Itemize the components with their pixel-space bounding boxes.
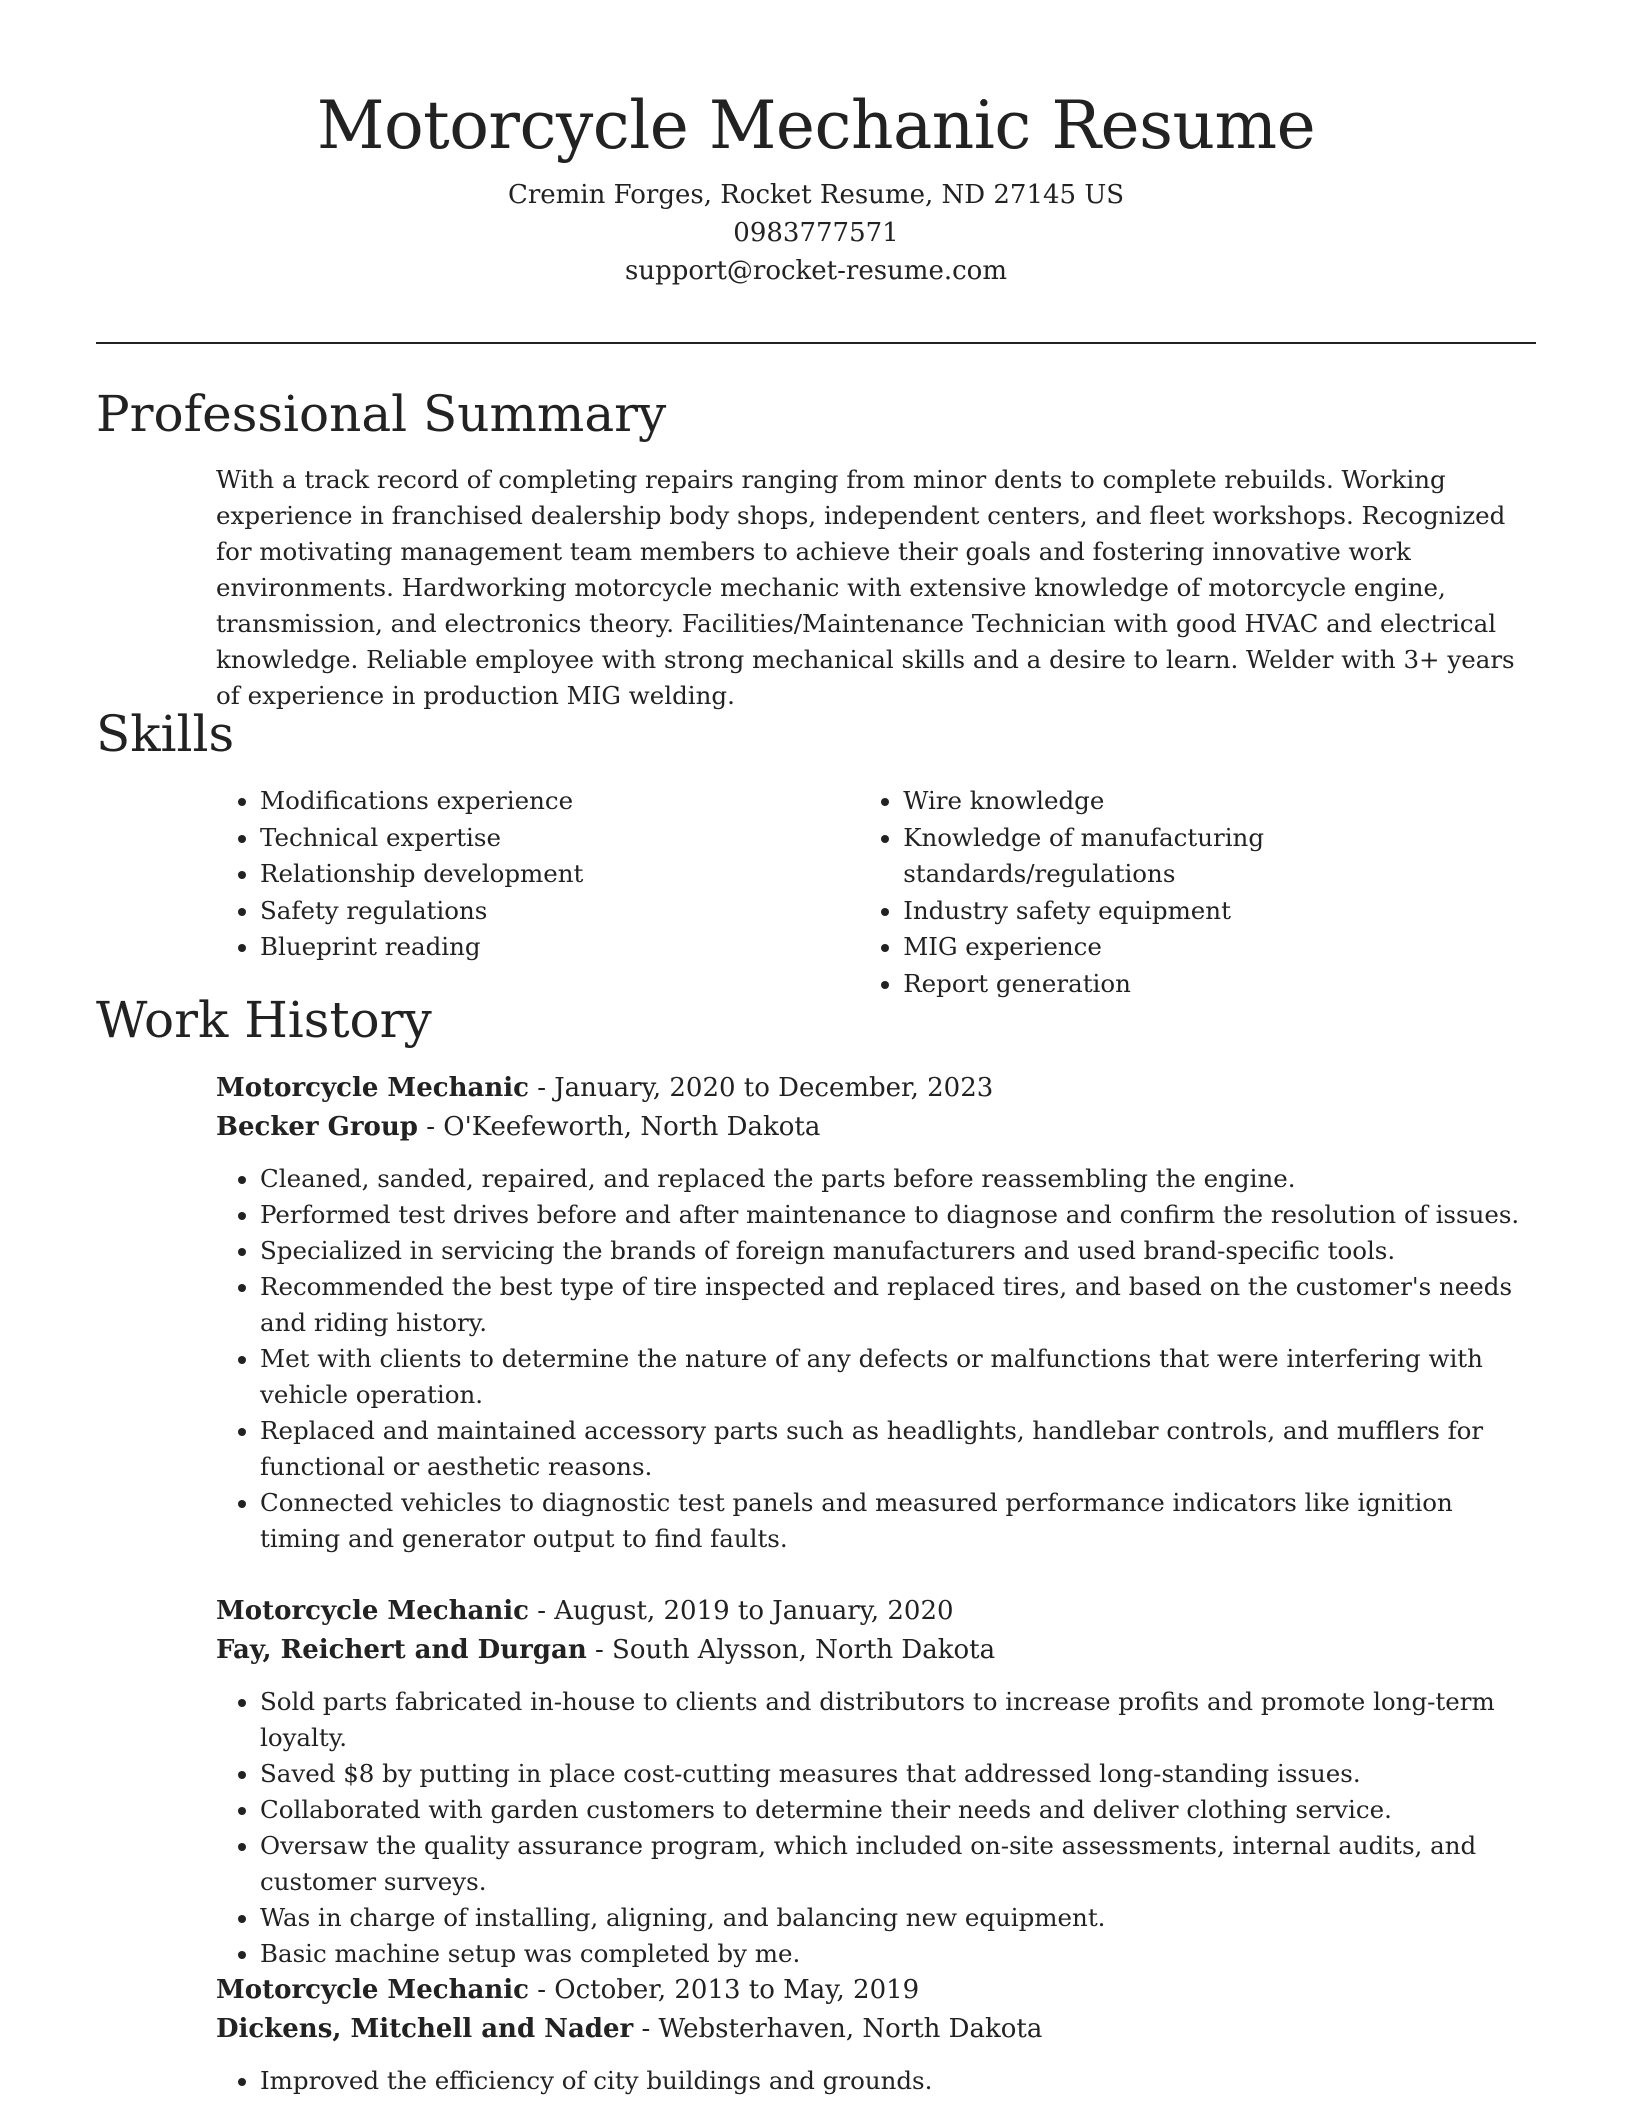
job-dates: - January, 2020 to December, 2023 bbox=[528, 1073, 994, 1103]
work-history-heading: Work History bbox=[96, 991, 432, 1049]
contact-address: Cremin Forges, Rocket Resume, ND 27145 US bbox=[507, 180, 1125, 210]
job-bullet: • Connected vehicles to diagnostic test panels and measured performance indicators like ignition timing and generator output to find faults. bbox=[260, 1485, 1536, 1557]
job-entry bbox=[216, 1592, 1536, 1972]
job-location: - Websterhaven, North Dakota bbox=[633, 2014, 1043, 2044]
contact-phone: 0983777571 bbox=[733, 218, 899, 248]
skills-list bbox=[216, 783, 1536, 1002]
job-title: Motorcycle Mechanic bbox=[216, 1596, 529, 1626]
job-bullet: • Sold parts fabricated in-house to clients and distributors to increase profits and promote long-term loyalty. bbox=[260, 1684, 1536, 1756]
job-bullet: • Recommended the best type of tire inspected and replaced tires, and based on the customer's needs and riding history. bbox=[260, 1269, 1536, 1341]
skill-item: • Safety regulations bbox=[260, 893, 859, 930]
job-bullet: • Was in charge of installing, aligning, and balancing new equipment. bbox=[260, 1900, 1536, 1936]
job-company-line bbox=[216, 1108, 1536, 1147]
job-bullet: • Oversaw the quality assurance program, which included on-site assessments, internal audits, and customer surveys. bbox=[260, 1828, 1536, 1900]
job-title: Motorcycle Mechanic bbox=[216, 1073, 529, 1103]
job-bullet: • Performed test drives before and after maintenance to diagnose and confirm the resolution of issues. bbox=[260, 1197, 1536, 1233]
job-bullet: • Specialized in servicing the brands of foreign manufacturers and used brand-specific tools. bbox=[260, 1233, 1536, 1269]
job-bullets bbox=[216, 1161, 1536, 1557]
job-bullet: • Improved the efficiency of city buildings and grounds. bbox=[260, 2063, 1536, 2099]
job-dates: - August, 2019 to January, 2020 bbox=[528, 1596, 954, 1626]
skill-item: • MIG experience bbox=[903, 929, 1536, 966]
skill-item: • Knowledge of manufacturing standards/regulations bbox=[903, 820, 1536, 893]
job-title-line bbox=[216, 1971, 1536, 2010]
job-location: - South Alysson, North Dakota bbox=[586, 1635, 996, 1665]
skill-item: • Report generation bbox=[903, 966, 1536, 1003]
job-bullets bbox=[216, 2063, 1536, 2099]
job-entry bbox=[216, 1069, 1536, 1557]
skill-item: • Relationship development bbox=[260, 856, 859, 893]
job-company-line bbox=[216, 1631, 1536, 1670]
job-bullet: • Saved $8 by putting in place cost-cutting measures that addressed long-standing issues. bbox=[260, 1756, 1536, 1792]
summary-heading: Professional Summary bbox=[96, 385, 667, 443]
job-bullet: • Basic machine setup was completed by me. bbox=[260, 1936, 1536, 1972]
job-bullet: • Cleaned, sanded, repaired, and replaced the parts before reassembling the engine. bbox=[260, 1161, 1536, 1197]
skill-item: • Blueprint reading bbox=[260, 929, 859, 966]
skill-item: • Wire knowledge bbox=[903, 783, 1536, 820]
job-bullet: • Collaborated with garden customers to determine their needs and deliver clothing service. bbox=[260, 1792, 1536, 1828]
job-bullet: • Met with clients to determine the nature of any defects or malfunctions that were interfering with vehicle operation. bbox=[260, 1341, 1536, 1413]
job-title-line bbox=[216, 1069, 1536, 1108]
job-title-line bbox=[216, 1592, 1536, 1631]
job-location: - O'Keefeworth, North Dakota bbox=[417, 1112, 821, 1142]
skill-item: • Modifications experience bbox=[260, 783, 859, 820]
header-divider bbox=[96, 342, 1536, 344]
contact-email: support@rocket-resume.com bbox=[624, 256, 1007, 286]
job-company: Becker Group bbox=[216, 1112, 418, 1142]
job-bullet: • Replaced and maintained accessory parts such as headlights, handlebar controls, and mufflers for functional or aesthetic reasons. bbox=[260, 1413, 1536, 1485]
job-bullets bbox=[216, 1684, 1536, 1972]
job-company: Fay, Reichert and Durgan bbox=[216, 1635, 587, 1665]
skills-column-right bbox=[859, 783, 1536, 1002]
job-title: Motorcycle Mechanic bbox=[216, 1975, 529, 2005]
resume-header bbox=[96, 84, 1536, 290]
job-company-line bbox=[216, 2010, 1536, 2049]
job-dates: - October, 2013 to May, 2019 bbox=[528, 1975, 920, 2005]
skill-item: • Industry safety equipment bbox=[903, 893, 1536, 930]
contact-block bbox=[96, 176, 1536, 290]
job-company: Dickens, Mitchell and Nader bbox=[216, 2014, 634, 2044]
skills-heading: Skills bbox=[96, 705, 235, 763]
job-entry bbox=[216, 1971, 1536, 2099]
skills-column-left bbox=[216, 783, 859, 1002]
skill-item: • Technical expertise bbox=[260, 820, 859, 857]
resume-title: Motorcycle Mechanic Resume bbox=[316, 87, 1316, 164]
summary-text: With a track record of completing repairs ranging from minor dents to complete rebuilds. Working experience in franchised dealership body shops, independent centers, and fleet workshops. Recognized for motivating management team members to achieve their goals and fostering innovative work environments. Hardworking motorcycle mechanic with extensive knowledge of motorcycle engine, transmission, and electronics theory. Facilities/Maintenance Technician with good HVAC and electrical knowledge. Reliable employee with strong mechanical skills and a desire to learn. Welder with 3+ years of experience in production MIG welding. bbox=[216, 465, 1515, 710]
